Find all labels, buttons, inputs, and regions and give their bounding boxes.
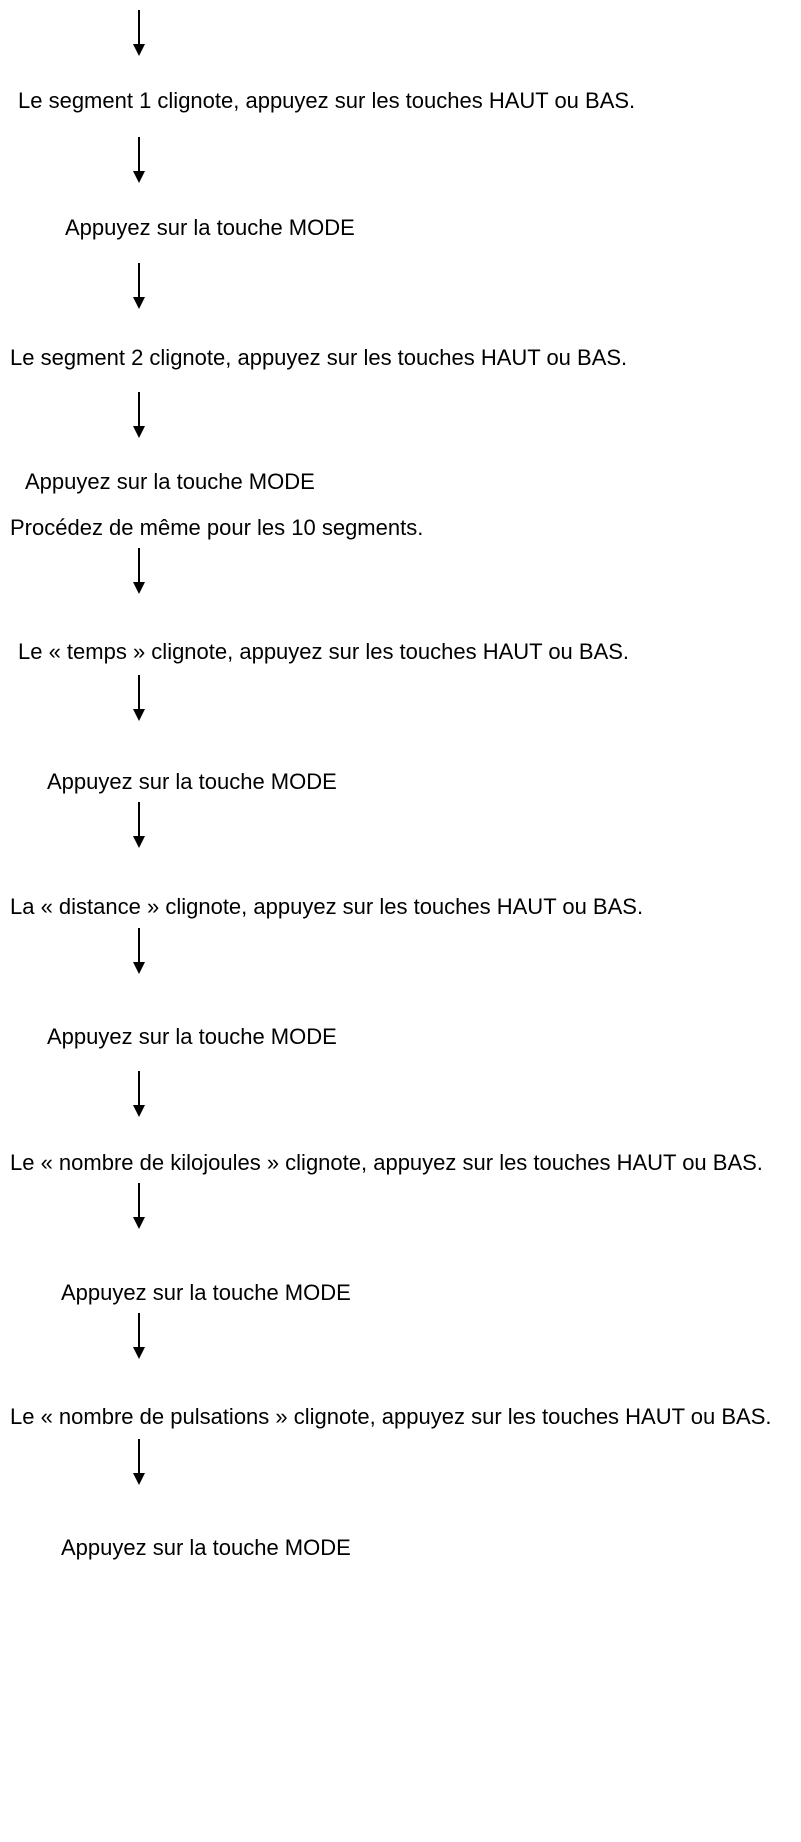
step-distance-text: La « distance » clignote, appuyez sur les touches HAUT ou BAS.: [10, 894, 644, 919]
step-segment-1-text: Le segment 1 clignote, appuyez sur les touches HAUT ou BAS.: [18, 88, 636, 113]
step-mode-text: Appuyez sur la touche MODE: [61, 1535, 351, 1560]
step-kilojoules-text: Le « nombre de kilojoules » clignote, appuyez sur les touches HAUT ou BAS.: [10, 1150, 763, 1175]
step-segment-2-text: Le segment 2 clignote, appuyez sur les touches HAUT ou BAS.: [10, 345, 628, 370]
down-arrow-icon: [131, 10, 147, 58]
step-mode-text: Appuyez sur la touche MODE: [47, 1024, 337, 1049]
down-arrow-icon: [131, 1183, 147, 1231]
down-arrow-icon: [131, 392, 147, 440]
down-arrow-icon: [131, 548, 147, 596]
down-arrow-icon: [131, 1071, 147, 1119]
down-arrow-icon: [131, 263, 147, 311]
step-time-text: Le « temps » clignote, appuyez sur les touches HAUT ou BAS.: [18, 639, 630, 664]
down-arrow-icon: [131, 928, 147, 976]
step-mode-text: Appuyez sur la touche MODE: [25, 469, 315, 494]
step-pulsations-text: Le « nombre de pulsations » clignote, appuyez sur les touches HAUT ou BAS.: [10, 1404, 772, 1429]
down-arrow-icon: [131, 137, 147, 185]
down-arrow-icon: [131, 802, 147, 850]
step-repeat-note: Procédez de même pour les 10 segments.: [10, 515, 424, 540]
down-arrow-icon: [131, 675, 147, 723]
down-arrow-icon: [131, 1313, 147, 1361]
down-arrow-icon: [131, 1439, 147, 1487]
step-mode-text: Appuyez sur la touche MODE: [65, 215, 355, 240]
step-mode-text: Appuyez sur la touche MODE: [47, 769, 337, 794]
step-mode-text: Appuyez sur la touche MODE: [61, 1280, 351, 1305]
